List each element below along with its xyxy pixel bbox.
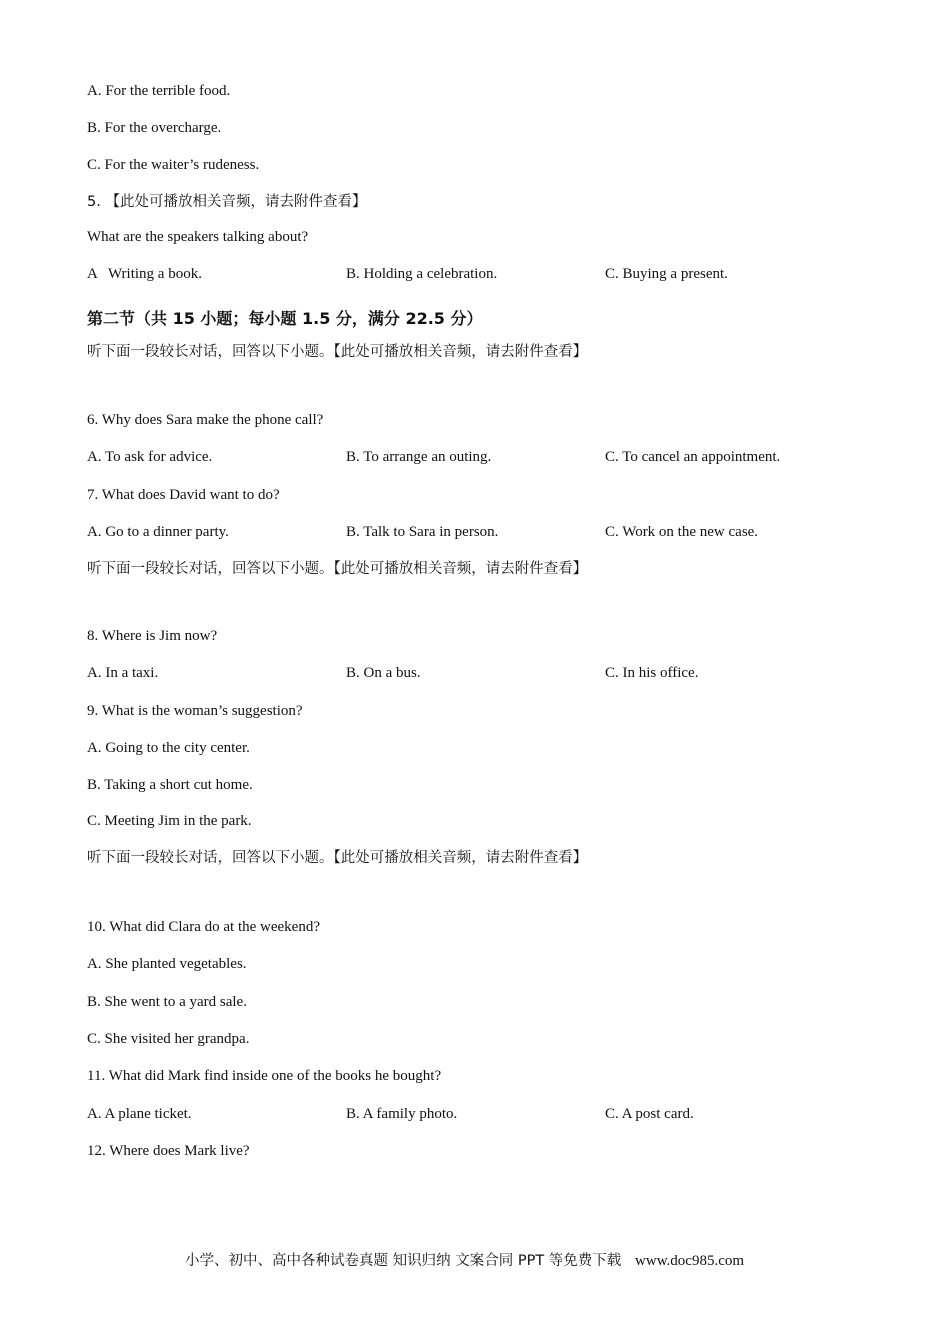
q8-option-b: B. On a bus. (346, 665, 421, 681)
q5-option-a: A Writing a book. (87, 266, 202, 282)
q5-option-c: C. Buying a present. (605, 266, 728, 282)
q10-option-c: C. She visited her grandpa. (87, 1031, 250, 1047)
q5-audio-note: 5. 【此处可播放相关音频，请去附件查看】 (87, 194, 367, 210)
footer-text: 小学、初中、高中各种试卷真题 知识归纳 文案合同 PPT 等免费下载 (185, 1253, 622, 1269)
q4-option-c: C. For the waiter’s rudeness. (87, 157, 260, 173)
q10-question: 10. What did Clara do at the weekend? (87, 919, 320, 935)
q10-option-b: B. She went to a yard sale. (87, 994, 247, 1010)
q9-option-a: A. Going to the city center. (87, 740, 250, 756)
q11-option-a: A. A plane ticket. (87, 1106, 192, 1122)
q9-option-b: B. Taking a short cut home. (87, 777, 253, 793)
dialog-intro: 听下面一段较长对话，回答以下小题。【此处可播放相关音频，请去附件查看】 (87, 561, 588, 577)
dialog-intro: 听下面一段较长对话，回答以下小题。【此处可播放相关音频，请去附件查看】 (87, 850, 588, 866)
q10-option-a: A. She planted vegetables. (87, 956, 247, 972)
q8-option-a: A. In a taxi. (87, 665, 159, 681)
footer-url[interactable]: www.doc985.com (635, 1253, 745, 1269)
q7-option-b: B. Talk to Sara in person. (346, 524, 499, 540)
q8-option-c: C. In his office. (605, 665, 699, 681)
q7-option-a: A. Go to a dinner party. (87, 524, 229, 540)
section-heading: 第二节（共 15 小题；每小题 1.5 分，满分 22.5 分） (87, 309, 483, 328)
q6-option-a: A. To ask for advice. (87, 449, 213, 465)
page-footer (185, 1249, 744, 1270)
q7-question: 7. What does David want to do? (87, 487, 280, 503)
q7-option-c: C. Work on the new case. (605, 524, 759, 540)
q11-question: 11. What did Mark find inside one of the books he bought? (87, 1068, 442, 1084)
q8-question: 8. Where is Jim now? (87, 628, 218, 644)
q9-option-c: C. Meeting Jim in the park. (87, 813, 252, 829)
q5-option-b: B. Holding a celebration. (346, 266, 498, 282)
q12-question: 12. Where does Mark live? (87, 1143, 250, 1159)
q5-question: What are the speakers talking about? (87, 229, 309, 245)
q4-option-a: A. For the terrible food. (87, 83, 231, 99)
q11-option-b: B. A family photo. (346, 1106, 458, 1122)
q4-option-b: B. For the overcharge. (87, 120, 222, 136)
q9-question: 9. What is the woman’s suggestion? (87, 703, 303, 719)
dialog-intro: 听下面一段较长对话，回答以下小题。【此处可播放相关音频，请去附件查看】 (87, 344, 588, 360)
q6-option-c: C. To cancel an appointment. (605, 449, 781, 465)
q6-question: 6. Why does Sara make the phone call? (87, 412, 324, 428)
q11-option-c: C. A post card. (605, 1106, 694, 1122)
q6-option-b: B. To arrange an outing. (346, 449, 492, 465)
